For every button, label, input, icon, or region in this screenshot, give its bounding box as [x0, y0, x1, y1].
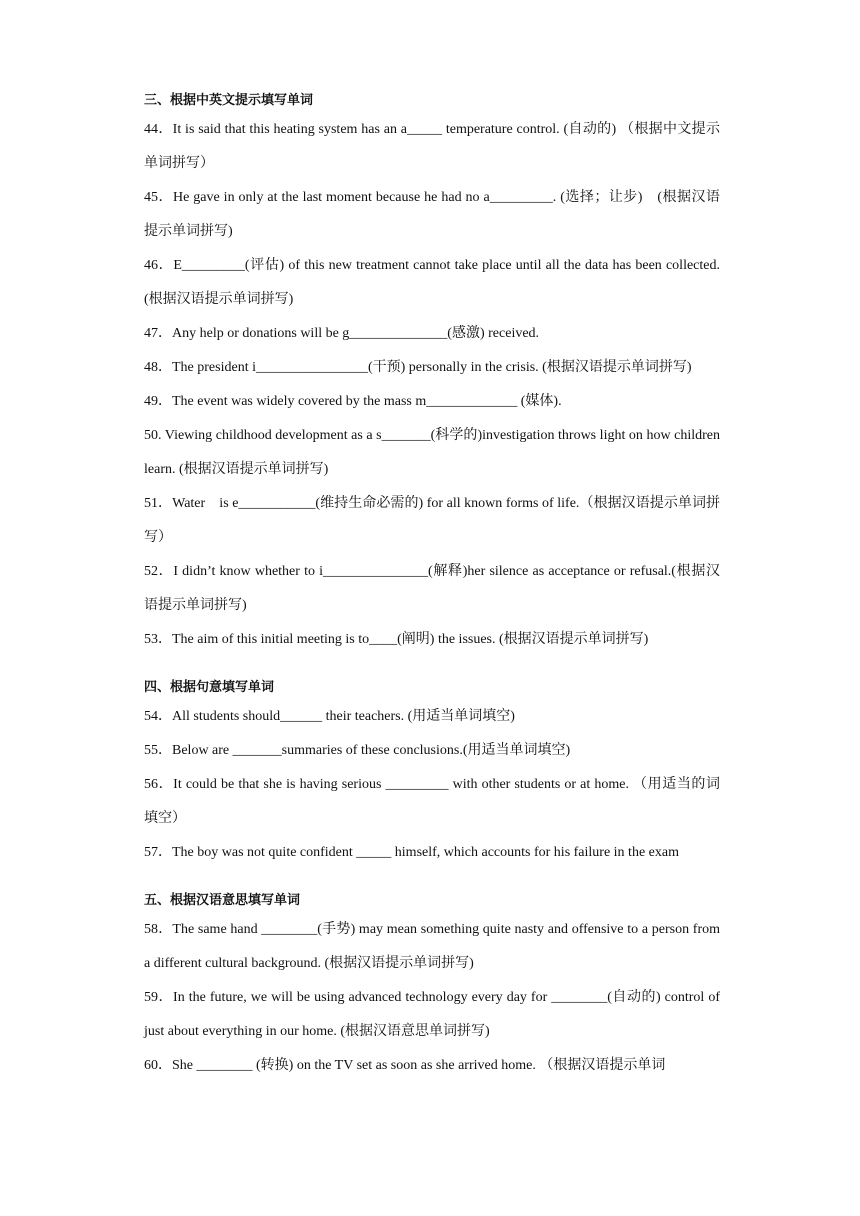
- question-58: 58．The same hand ________(手势) may mean something quite nasty and offensive to a person from a different cultural background. (根据汉语提示单词拼写): [144, 922, 720, 971]
- question-54: 54．All students should______ their teachers. (用适当单词填空): [144, 709, 515, 724]
- section-5: [144, 888, 720, 1083]
- question-46: 46．E_________(评估) of this new treatment cannot take place until all the data has been collected. (根据汉语提示单词拼写): [144, 258, 720, 307]
- question-48: 48．The president i________________(干预) personally in the crisis. (根据汉语提示单词拼写): [144, 360, 692, 375]
- question-44: 44．It is said that this heating system has an a_____ temperature control. (自动的) （根据中文提示单词拼写）: [144, 122, 720, 171]
- document-page: [144, 88, 720, 1083]
- question-52: 52．I didn’t know whether to i_______________(解释)her silence as acceptance or refusal.(根据汉语提示单词拼写): [144, 564, 720, 613]
- section-4: [144, 675, 720, 870]
- section-heading: 五、根据汉语意思填写单词: [144, 893, 301, 908]
- question-60: 60．She ________ (转换) on the TV set as soon as she arrived home. （根据汉语提示单词: [144, 1058, 666, 1073]
- question-53: 53．The aim of this initial meeting is to____(阐明) the issues. (根据汉语提示单词拼写): [144, 632, 649, 647]
- question-50: 50. Viewing childhood development as a s_______(科学的)investigation throws light on how children learn. (根据汉语提示单词拼写): [144, 428, 720, 477]
- question-45: 45．He gave in only at the last moment because he had no a_________. (选择；让步) (根据汉语提示单词拼写): [144, 190, 720, 239]
- question-59: 59．In the future, we will be using advanced technology every day for ________(自动的) control of just about everything in our home. (根据汉语意思单词拼写): [144, 990, 720, 1039]
- question-55: 55．Below are _______summaries of these conclusions.(用适当单词填空): [144, 743, 571, 758]
- question-47: 47．Any help or donations will be g______________(感激) received.: [144, 326, 540, 341]
- question-49: 49．The event was widely covered by the mass m_____________ (媒体).: [144, 394, 562, 409]
- question-51: 51．Water is e___________(维持生命必需的) for all known forms of life.（根据汉语提示单词拼写）: [144, 496, 720, 545]
- question-57: 57．The boy was not quite confident _____ himself, which accounts for his failure in the exam: [144, 845, 679, 860]
- section-heading: 三、根据中英文提示填写单词: [144, 93, 314, 108]
- section-3: [144, 88, 720, 657]
- section-heading: 四、根据句意填写单词: [144, 680, 275, 695]
- question-56: 56．It could be that she is having serious _________ with other students or at home. （用适当的词填空）: [144, 777, 720, 826]
